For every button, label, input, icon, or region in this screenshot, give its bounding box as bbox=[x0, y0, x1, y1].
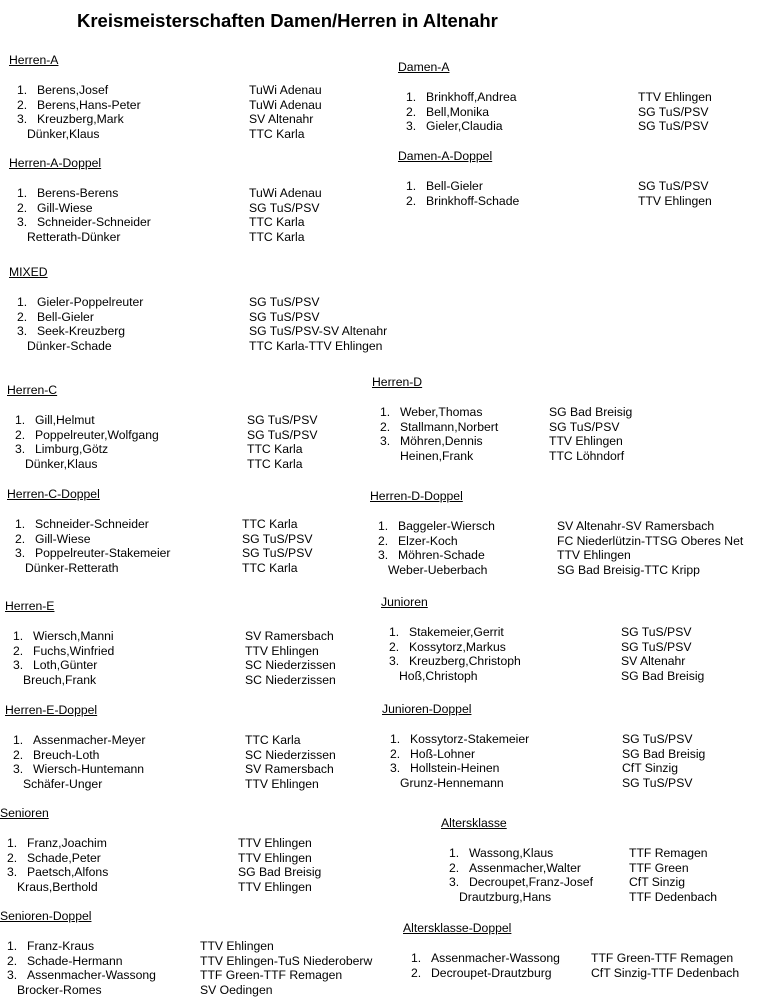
placement: 1. bbox=[7, 835, 18, 850]
section-damen-a-doppel bbox=[398, 149, 712, 208]
player-name: Hoß-Lohner bbox=[410, 746, 476, 761]
player-name: Brinkhoff,Andrea bbox=[426, 89, 517, 104]
player-name: Loth,Günter bbox=[33, 658, 98, 673]
club-name: SG TuS/PSV bbox=[249, 200, 320, 215]
club-name: SG TuS/PSV bbox=[621, 624, 692, 639]
player-name: Dünker-Schade bbox=[27, 339, 112, 354]
result-row bbox=[0, 968, 343, 983]
placement: 2. bbox=[13, 643, 24, 658]
result-row bbox=[5, 643, 319, 659]
placement: 2. bbox=[390, 746, 401, 761]
player-name: Schäfer-Unger bbox=[23, 777, 103, 792]
result-row bbox=[9, 127, 305, 142]
result-row bbox=[9, 230, 305, 245]
club-name: TTV Ehlingen bbox=[238, 835, 312, 850]
result-row bbox=[441, 845, 708, 861]
result-row bbox=[372, 419, 620, 435]
page-title: Kreismeisterschaften Damen/Herren in Altenahr bbox=[77, 10, 498, 31]
section-altersklasse-doppel bbox=[403, 921, 740, 980]
player-name: Wassong,Klaus bbox=[469, 845, 554, 860]
player-name: Möhren,Dennis bbox=[400, 434, 483, 449]
placement: 2. bbox=[406, 193, 417, 208]
club-name: TTV Ehlingen bbox=[549, 434, 623, 449]
result-row bbox=[7, 516, 298, 532]
placement: 2. bbox=[406, 104, 417, 119]
section-senioren bbox=[0, 806, 322, 895]
club-name: SV Altenahr-SV Ramersbach bbox=[557, 518, 715, 533]
result-row bbox=[9, 97, 322, 113]
result-row bbox=[372, 449, 625, 464]
result-row bbox=[382, 776, 693, 791]
section-herren-d-doppel bbox=[370, 489, 744, 578]
club-name: TTV Ehlingen bbox=[238, 850, 312, 865]
player-name: Gill,Helmut bbox=[35, 412, 95, 427]
result-row bbox=[7, 561, 298, 576]
placement: 2. bbox=[378, 533, 389, 548]
placement: 1. bbox=[15, 516, 26, 531]
player-name: Brocker-Romes bbox=[17, 983, 102, 998]
placement: 1. bbox=[380, 404, 391, 419]
result-row bbox=[5, 658, 336, 673]
result-row bbox=[5, 762, 334, 777]
result-row bbox=[9, 112, 314, 127]
club-name: TTC Karla bbox=[245, 732, 301, 747]
placement: 3. bbox=[13, 762, 24, 777]
result-row bbox=[398, 119, 709, 134]
player-name: Schade,Peter bbox=[27, 850, 101, 865]
section-herren-d bbox=[372, 375, 633, 464]
section-herren-e-doppel bbox=[5, 703, 336, 792]
result-row bbox=[382, 731, 693, 747]
player-name: Gill-Wiese bbox=[35, 531, 91, 546]
player-name: Möhren-Schade bbox=[398, 548, 485, 563]
section-heading: Senioren bbox=[0, 806, 49, 820]
placement: 1. bbox=[389, 624, 400, 639]
club-name: SG TuS/PSV bbox=[247, 427, 318, 442]
player-name: Hollstein-Heinen bbox=[410, 761, 500, 776]
placement: 3. bbox=[7, 968, 18, 983]
club-name: SC Niederzissen bbox=[245, 658, 336, 673]
section-heading: Junioren-Doppel bbox=[382, 702, 472, 716]
club-name: SG TuS/PSV bbox=[622, 776, 693, 791]
club-name: TTV Ehlingen bbox=[200, 938, 274, 953]
club-name: TTV Ehlingen bbox=[557, 548, 631, 563]
club-name: SG TuS/PSV bbox=[249, 309, 320, 324]
section-heading: Herren-D-Doppel bbox=[370, 489, 463, 503]
club-name: TTF Dedenbach bbox=[629, 890, 718, 905]
section-heading: Herren-A-Doppel bbox=[9, 156, 102, 170]
result-row bbox=[7, 546, 313, 561]
club-name: SG TuS/PSV bbox=[549, 419, 620, 434]
club-name: TuWi Adenau bbox=[249, 82, 322, 97]
section-heading: Senioren-Doppel bbox=[0, 909, 92, 923]
club-name: TTF Remagen bbox=[629, 845, 708, 860]
player-name: Heinen,Frank bbox=[400, 449, 474, 464]
club-name: SV Altenahr bbox=[621, 654, 686, 669]
section-mixed bbox=[9, 265, 388, 354]
placement: 3. bbox=[390, 761, 401, 776]
club-name: CfT Sinzig-TTF Dedenbach bbox=[591, 965, 740, 980]
placement: 2. bbox=[7, 850, 18, 865]
player-name: Gill-Wiese bbox=[37, 200, 93, 215]
section-heading: Herren-D bbox=[372, 375, 423, 389]
result-row bbox=[5, 673, 336, 688]
club-name: FC Niederlützin-TTSG Oberes Net bbox=[557, 533, 744, 548]
section-heading: Herren-C bbox=[7, 383, 58, 397]
placement: 1. bbox=[17, 294, 28, 309]
club-name: TTV Ehlingen bbox=[245, 777, 319, 792]
placement: 1. bbox=[378, 518, 389, 533]
result-row bbox=[7, 457, 303, 472]
placement: 3. bbox=[15, 546, 26, 561]
section-heading: MIXED bbox=[9, 265, 48, 279]
section-heading: Herren-C-Doppel bbox=[7, 487, 100, 501]
section-junioren-doppel bbox=[382, 702, 706, 791]
club-name: SG TuS/PSV bbox=[242, 546, 313, 561]
player-name: Weber,Thomas bbox=[400, 404, 483, 419]
player-name: Seek-Kreuzberg bbox=[37, 324, 126, 339]
section-heading: Junioren bbox=[381, 595, 428, 609]
result-row bbox=[381, 654, 686, 669]
club-name: TTC Karla bbox=[249, 127, 305, 142]
player-name: Breuch-Loth bbox=[33, 747, 100, 762]
player-name: Gieler-Poppelreuter bbox=[37, 294, 144, 309]
player-name: Schneider-Schneider bbox=[35, 516, 149, 531]
result-row bbox=[9, 82, 322, 98]
result-row bbox=[7, 531, 313, 547]
player-name: Berens-Berens bbox=[37, 185, 119, 200]
result-row bbox=[7, 427, 318, 443]
player-name: Poppelreuter-Stakemeier bbox=[35, 546, 171, 561]
placement: 3. bbox=[17, 215, 28, 230]
player-name: Berens,Josef bbox=[37, 82, 109, 97]
result-row bbox=[381, 624, 692, 640]
player-name: Dünker-Retterath bbox=[25, 561, 119, 576]
player-name: Berens,Hans-Peter bbox=[37, 97, 141, 112]
result-row bbox=[9, 215, 305, 230]
player-name: Decroupet-Drautzburg bbox=[431, 965, 552, 980]
club-name: SV Oedingen bbox=[200, 983, 273, 998]
player-name: Fuchs,Winfried bbox=[33, 643, 115, 658]
placement: 2. bbox=[17, 97, 28, 112]
player-name: Gieler,Claudia bbox=[426, 119, 503, 134]
player-name: Decroupet,Franz-Josef bbox=[469, 875, 593, 890]
placement: 2. bbox=[15, 531, 26, 546]
section-herren-c bbox=[7, 383, 318, 472]
player-name: Kossytorz-Stakemeier bbox=[410, 731, 530, 746]
club-name: SG TuS/PSV bbox=[638, 119, 709, 134]
player-name: Kossytorz,Markus bbox=[409, 639, 506, 654]
placement: 3. bbox=[17, 324, 28, 339]
club-name: TTC Karla bbox=[247, 442, 303, 457]
player-name: Bell,Monika bbox=[426, 104, 489, 119]
result-row bbox=[441, 890, 718, 905]
player-name: Weber-Ueberbach bbox=[388, 563, 488, 578]
placement: 3. bbox=[406, 119, 417, 134]
section-herren-e bbox=[5, 599, 336, 688]
player-name: Assenmacher-Meyer bbox=[33, 732, 146, 747]
result-row bbox=[370, 563, 700, 578]
player-name: Bell-Gieler bbox=[37, 309, 94, 324]
placement: 1. bbox=[15, 412, 26, 427]
club-name: TTC Löhndorf bbox=[549, 449, 625, 464]
result-row bbox=[5, 747, 336, 763]
player-name: Hoß,Christoph bbox=[399, 669, 478, 684]
player-name: Grunz-Hennemann bbox=[400, 776, 504, 791]
result-row bbox=[7, 442, 303, 457]
club-name: SG Bad Breisig bbox=[549, 404, 633, 419]
club-name: SG Bad Breisig bbox=[621, 669, 705, 684]
club-name: SG TuS/PSV bbox=[249, 294, 320, 309]
player-name: Drautzburg,Hans bbox=[459, 890, 552, 905]
placement: 2. bbox=[13, 747, 24, 762]
result-row bbox=[9, 324, 388, 339]
player-name: Assenmacher-Wassong bbox=[431, 950, 560, 965]
placement: 3. bbox=[378, 548, 389, 563]
club-name: SG Bad Breisig-TTC Kripp bbox=[557, 563, 700, 578]
result-row bbox=[381, 669, 705, 684]
placement: 3. bbox=[17, 112, 28, 127]
result-row bbox=[0, 850, 312, 866]
section-junioren bbox=[381, 595, 705, 684]
player-name: Baggeler-Wiersch bbox=[398, 518, 495, 533]
club-name: SG TuS/PSV bbox=[622, 731, 693, 746]
club-name: CfT Sinzig bbox=[629, 875, 685, 890]
result-row bbox=[7, 412, 318, 428]
club-name: SC Niederzissen bbox=[245, 747, 336, 762]
placement: 1. bbox=[17, 82, 28, 97]
club-name: SV Altenahr bbox=[249, 112, 314, 127]
player-name: Stallmann,Norbert bbox=[400, 419, 499, 434]
placement: 1. bbox=[406, 178, 417, 193]
player-name: Elzer-Koch bbox=[398, 533, 458, 548]
section-heading: Herren-E bbox=[5, 599, 55, 613]
result-row bbox=[5, 777, 319, 792]
result-row bbox=[441, 875, 685, 890]
placement: 3. bbox=[13, 658, 24, 673]
result-row bbox=[5, 732, 301, 748]
club-name: SG TuS/PSV bbox=[638, 178, 709, 193]
club-name: CfT Sinzig bbox=[622, 761, 678, 776]
club-name: SG TuS/PSV bbox=[621, 639, 692, 654]
section-heading: Herren-A bbox=[9, 53, 59, 67]
result-row bbox=[398, 178, 709, 194]
placement: 1. bbox=[449, 845, 460, 860]
placement: 2. bbox=[17, 200, 28, 215]
placement: 2. bbox=[411, 965, 422, 980]
result-row bbox=[398, 193, 712, 209]
section-herren-c-doppel bbox=[7, 487, 313, 576]
placement: 3. bbox=[449, 875, 460, 890]
result-row bbox=[441, 860, 689, 876]
player-name: Schade-Hermann bbox=[27, 953, 123, 968]
player-name: Kreuzberg,Mark bbox=[37, 112, 124, 127]
section-senioren-doppel bbox=[0, 909, 373, 998]
placement: 3. bbox=[7, 865, 18, 880]
result-row bbox=[370, 518, 715, 534]
result-row bbox=[0, 983, 273, 998]
player-name: Retterath-Dünker bbox=[27, 230, 121, 245]
club-name: SC Niederzissen bbox=[245, 673, 336, 688]
club-name: TTF Green bbox=[629, 860, 689, 875]
placement: 2. bbox=[7, 953, 18, 968]
club-name: TTF Green-TTF Remagen bbox=[591, 950, 734, 965]
result-row bbox=[398, 89, 712, 105]
club-name: SG Bad Breisig bbox=[238, 865, 322, 880]
result-row bbox=[372, 434, 623, 449]
result-row bbox=[9, 185, 322, 201]
placement: 1. bbox=[13, 628, 24, 643]
club-name: TTC Karla bbox=[247, 457, 303, 472]
placement: 1. bbox=[13, 732, 24, 747]
placement: 2. bbox=[15, 427, 26, 442]
player-name: Poppelreuter,Wolfgang bbox=[35, 427, 159, 442]
placement: 2. bbox=[380, 419, 391, 434]
result-row bbox=[5, 628, 334, 644]
section-heading: Herren-E-Doppel bbox=[5, 703, 98, 717]
result-row bbox=[0, 938, 274, 954]
club-name: SV Ramersbach bbox=[245, 628, 334, 643]
club-name: TTV Ehlingen bbox=[638, 193, 712, 208]
club-name: TTC Karla-TTV Ehlingen bbox=[249, 339, 383, 354]
result-row bbox=[381, 639, 692, 655]
club-name: SG TuS/PSV bbox=[638, 104, 709, 119]
club-name: TuWi Adenau bbox=[249, 97, 322, 112]
player-name: Kreuzberg,Christoph bbox=[409, 654, 521, 669]
placement: 1. bbox=[17, 185, 28, 200]
club-name: TTV Ehlingen bbox=[245, 643, 319, 658]
section-herren-a bbox=[9, 53, 322, 142]
result-row bbox=[403, 950, 734, 966]
section-heading: Altersklasse-Doppel bbox=[403, 921, 512, 935]
section-heading: Damen-A bbox=[398, 60, 450, 74]
club-name: SG TuS/PSV bbox=[242, 531, 313, 546]
result-row bbox=[0, 835, 312, 851]
club-name: TuWi Adenau bbox=[249, 185, 322, 200]
placement: 1. bbox=[7, 938, 18, 953]
player-name: Franz,Joachim bbox=[27, 835, 107, 850]
placement: 2. bbox=[449, 860, 460, 875]
player-name: Wiersch-Huntemann bbox=[33, 762, 145, 777]
result-row bbox=[398, 104, 709, 120]
placement: 3. bbox=[389, 654, 400, 669]
player-name: Franz-Kraus bbox=[27, 938, 95, 953]
player-name: Stakemeier,Gerrit bbox=[409, 624, 504, 639]
result-row bbox=[9, 339, 383, 354]
club-name: SG TuS/PSV-SV Altenahr bbox=[249, 324, 388, 339]
player-name: Brinkhoff-Schade bbox=[426, 193, 520, 208]
club-name: TTC Karla bbox=[249, 215, 305, 230]
section-herren-a-doppel bbox=[9, 156, 322, 245]
player-name: Wiersch,Manni bbox=[33, 628, 114, 643]
section-altersklasse bbox=[441, 816, 718, 905]
result-row bbox=[370, 533, 744, 549]
placement: 3. bbox=[15, 442, 26, 457]
club-name: TTV Ehlingen bbox=[638, 89, 712, 104]
player-name: Breuch,Frank bbox=[23, 673, 97, 688]
result-row bbox=[403, 965, 740, 981]
result-row bbox=[0, 953, 373, 969]
result-row bbox=[9, 309, 320, 325]
result-row bbox=[9, 294, 320, 310]
placement: 1. bbox=[411, 950, 422, 965]
club-name: TTC Karla bbox=[242, 516, 298, 531]
player-name: Dünker,Klaus bbox=[25, 457, 98, 472]
result-row bbox=[370, 548, 631, 563]
placement: 1. bbox=[406, 89, 417, 104]
club-name: SG Bad Breisig bbox=[622, 746, 706, 761]
player-name: Bell-Gieler bbox=[426, 178, 483, 193]
section-damen-a bbox=[398, 60, 712, 134]
placement: 1. bbox=[390, 731, 401, 746]
result-row bbox=[382, 761, 678, 776]
result-row bbox=[9, 200, 320, 216]
player-name: Schneider-Schneider bbox=[37, 215, 151, 230]
club-name: TTF Green-TTF Remagen bbox=[200, 968, 343, 983]
placement: 2. bbox=[389, 639, 400, 654]
player-name: Assenmacher-Wassong bbox=[27, 968, 156, 983]
result-row bbox=[0, 865, 322, 880]
player-name: Assenmacher,Walter bbox=[469, 860, 581, 875]
player-name: Dünker,Klaus bbox=[27, 127, 100, 142]
club-name: TTC Karla bbox=[249, 230, 305, 245]
player-name: Limburg,Götz bbox=[35, 442, 109, 457]
section-heading: Damen-A-Doppel bbox=[398, 149, 493, 163]
placement: 3. bbox=[380, 434, 391, 449]
placement: 2. bbox=[17, 309, 28, 324]
section-heading: Altersklasse bbox=[441, 816, 507, 830]
result-row bbox=[372, 404, 633, 420]
club-name: TTC Karla bbox=[242, 561, 298, 576]
player-name: Paetsch,Alfons bbox=[27, 865, 109, 880]
result-row bbox=[0, 880, 312, 895]
club-name: TTV Ehlingen bbox=[238, 880, 312, 895]
player-name: Kraus,Berthold bbox=[17, 880, 98, 895]
result-row bbox=[382, 746, 706, 762]
club-name: SV Ramersbach bbox=[245, 762, 334, 777]
club-name: SG TuS/PSV bbox=[247, 412, 318, 427]
club-name: TTV Ehlingen-TuS Niederoberw bbox=[200, 953, 373, 968]
